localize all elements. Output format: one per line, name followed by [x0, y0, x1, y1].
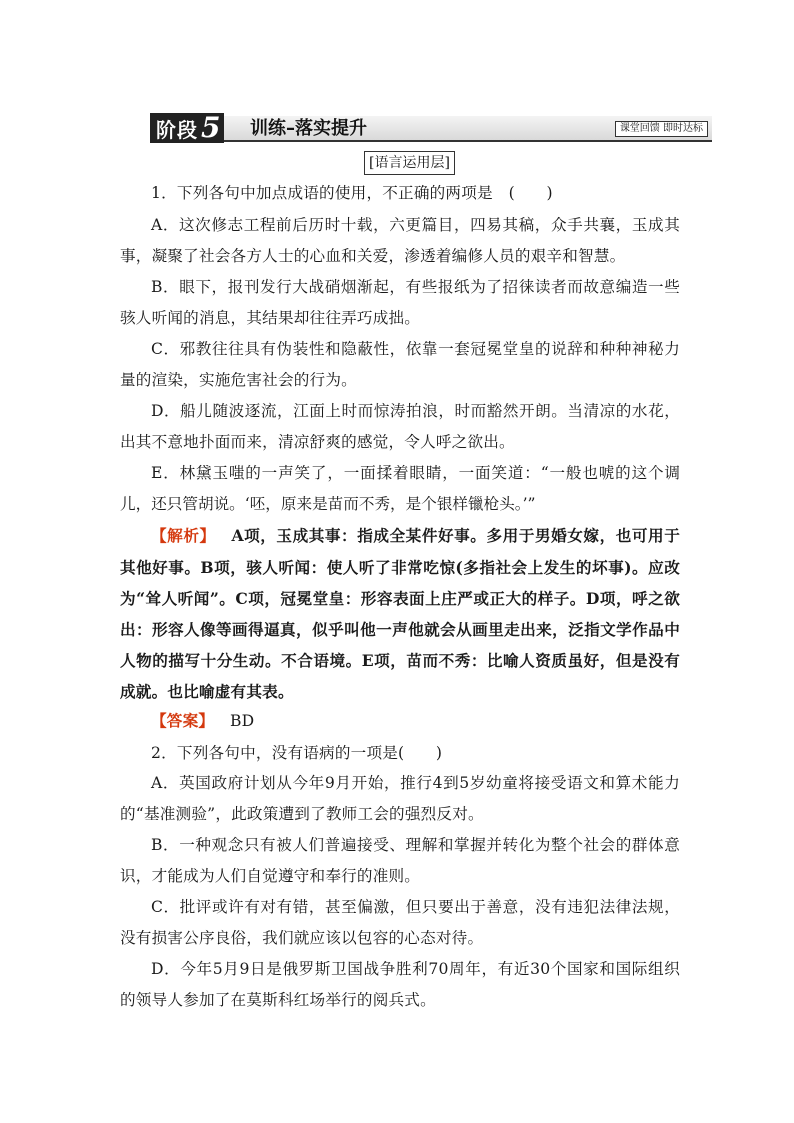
q2-option-a: A．英国政府计划从今年9月开始，推行4到5岁幼童将接受语文和算术能力的“基准测验”，此政策遭到了教师工会的强烈反对。 [120, 774, 680, 823]
stage-number: 5 [201, 111, 221, 144]
header-title: 训练–落实提升 [250, 118, 367, 139]
q1-option-e: E．林黛玉嗤的一声笑了，一面揉着眼睛，一面笑道：“一般也唬的这个调儿，还只管胡说。‘呸，原来是苗而不秀，是个银样镴枪头。’” [120, 464, 680, 513]
q2-option-c: C．批评或许有对有错，甚至偏激，但只要出于善意，没有违犯法律法规，没有损害公序良俗，我们就应该以包容的心态对待。 [120, 898, 680, 947]
header-tag: 课堂回馈 即时达标 [615, 121, 708, 137]
analysis-text: A项，玉成其事：指成全某件好事。多用于男婚女嫁，也可用于其他好事。B项，骇人听闻：使人听了非常吃惊(多指社会上发生的坏事)。应改为“耸人听闻”。C项，冠冕堂皇：形容表面上庄严或正大的样子。D项，呼之欲出：形容人像等画得逼真，似乎叫他一声他就会从画里走出来，泛指文学作品中人物的描写十分生动。不合语境。E项，苗而不秀：比喻人资质虽好，但是没有成就。也比喻虚有其表。 [120, 526, 680, 701]
answer-text: BD [229, 712, 255, 730]
answer-label: 【答案】 [151, 712, 215, 730]
q1-answer [120, 706, 680, 737]
q1-option-d: D．船儿随波逐流，江面上时而惊涛拍浪，时而豁然开朗。当清凉的水花，出其不意地扑面而来，清凉舒爽的感觉，令人呼之欲出。 [120, 402, 680, 451]
q2-option-b: B．一种观念只有被人们普遍接受、理解和掌握并转化为整个社会的群体意识，才能成为人们自觉遵守和奉行的准则。 [120, 836, 680, 885]
q1-option-b: B．眼下，报刊发行大战硝烟渐起，有些报纸为了招徕读者而故意编造一些骇人听闻的消息，其结果却往往弄巧成拙。 [120, 278, 680, 327]
analysis-label: 【解析】 [151, 527, 216, 545]
stage-word: 阶段 [156, 117, 198, 142]
stage-badge [150, 113, 224, 143]
q1-option-a: A．这次修志工程前后历时十载，六更篇目，四易其稿，众手共襄，玉成其事，凝聚了社会各方人士的心血和关爱，渗透着编修人员的艰辛和智慧。 [120, 216, 680, 265]
q1-stem: 1．下列各句中加点成语的使用，不正确的两项是 ( ) [151, 184, 553, 202]
q1-analysis [120, 520, 680, 707]
q2-option-d: D．今年5月9日是俄罗斯卫国战争胜利70周年，有近30个国家和国际组织的领导人参加了在莫斯科红场举行的阅兵式。 [120, 960, 680, 1009]
stage-header [150, 113, 712, 143]
q1-option-c: C．邪教往往具有伪装性和隐蔽性，依靠一套冠冕堂皇的说辞和种种神秘力量的渲染，实施危害社会的行为。 [120, 340, 680, 389]
q2-stem: 2．下列各句中，没有语病的一项是( ) [151, 744, 443, 762]
section-label: [语言运用层] [364, 151, 455, 175]
